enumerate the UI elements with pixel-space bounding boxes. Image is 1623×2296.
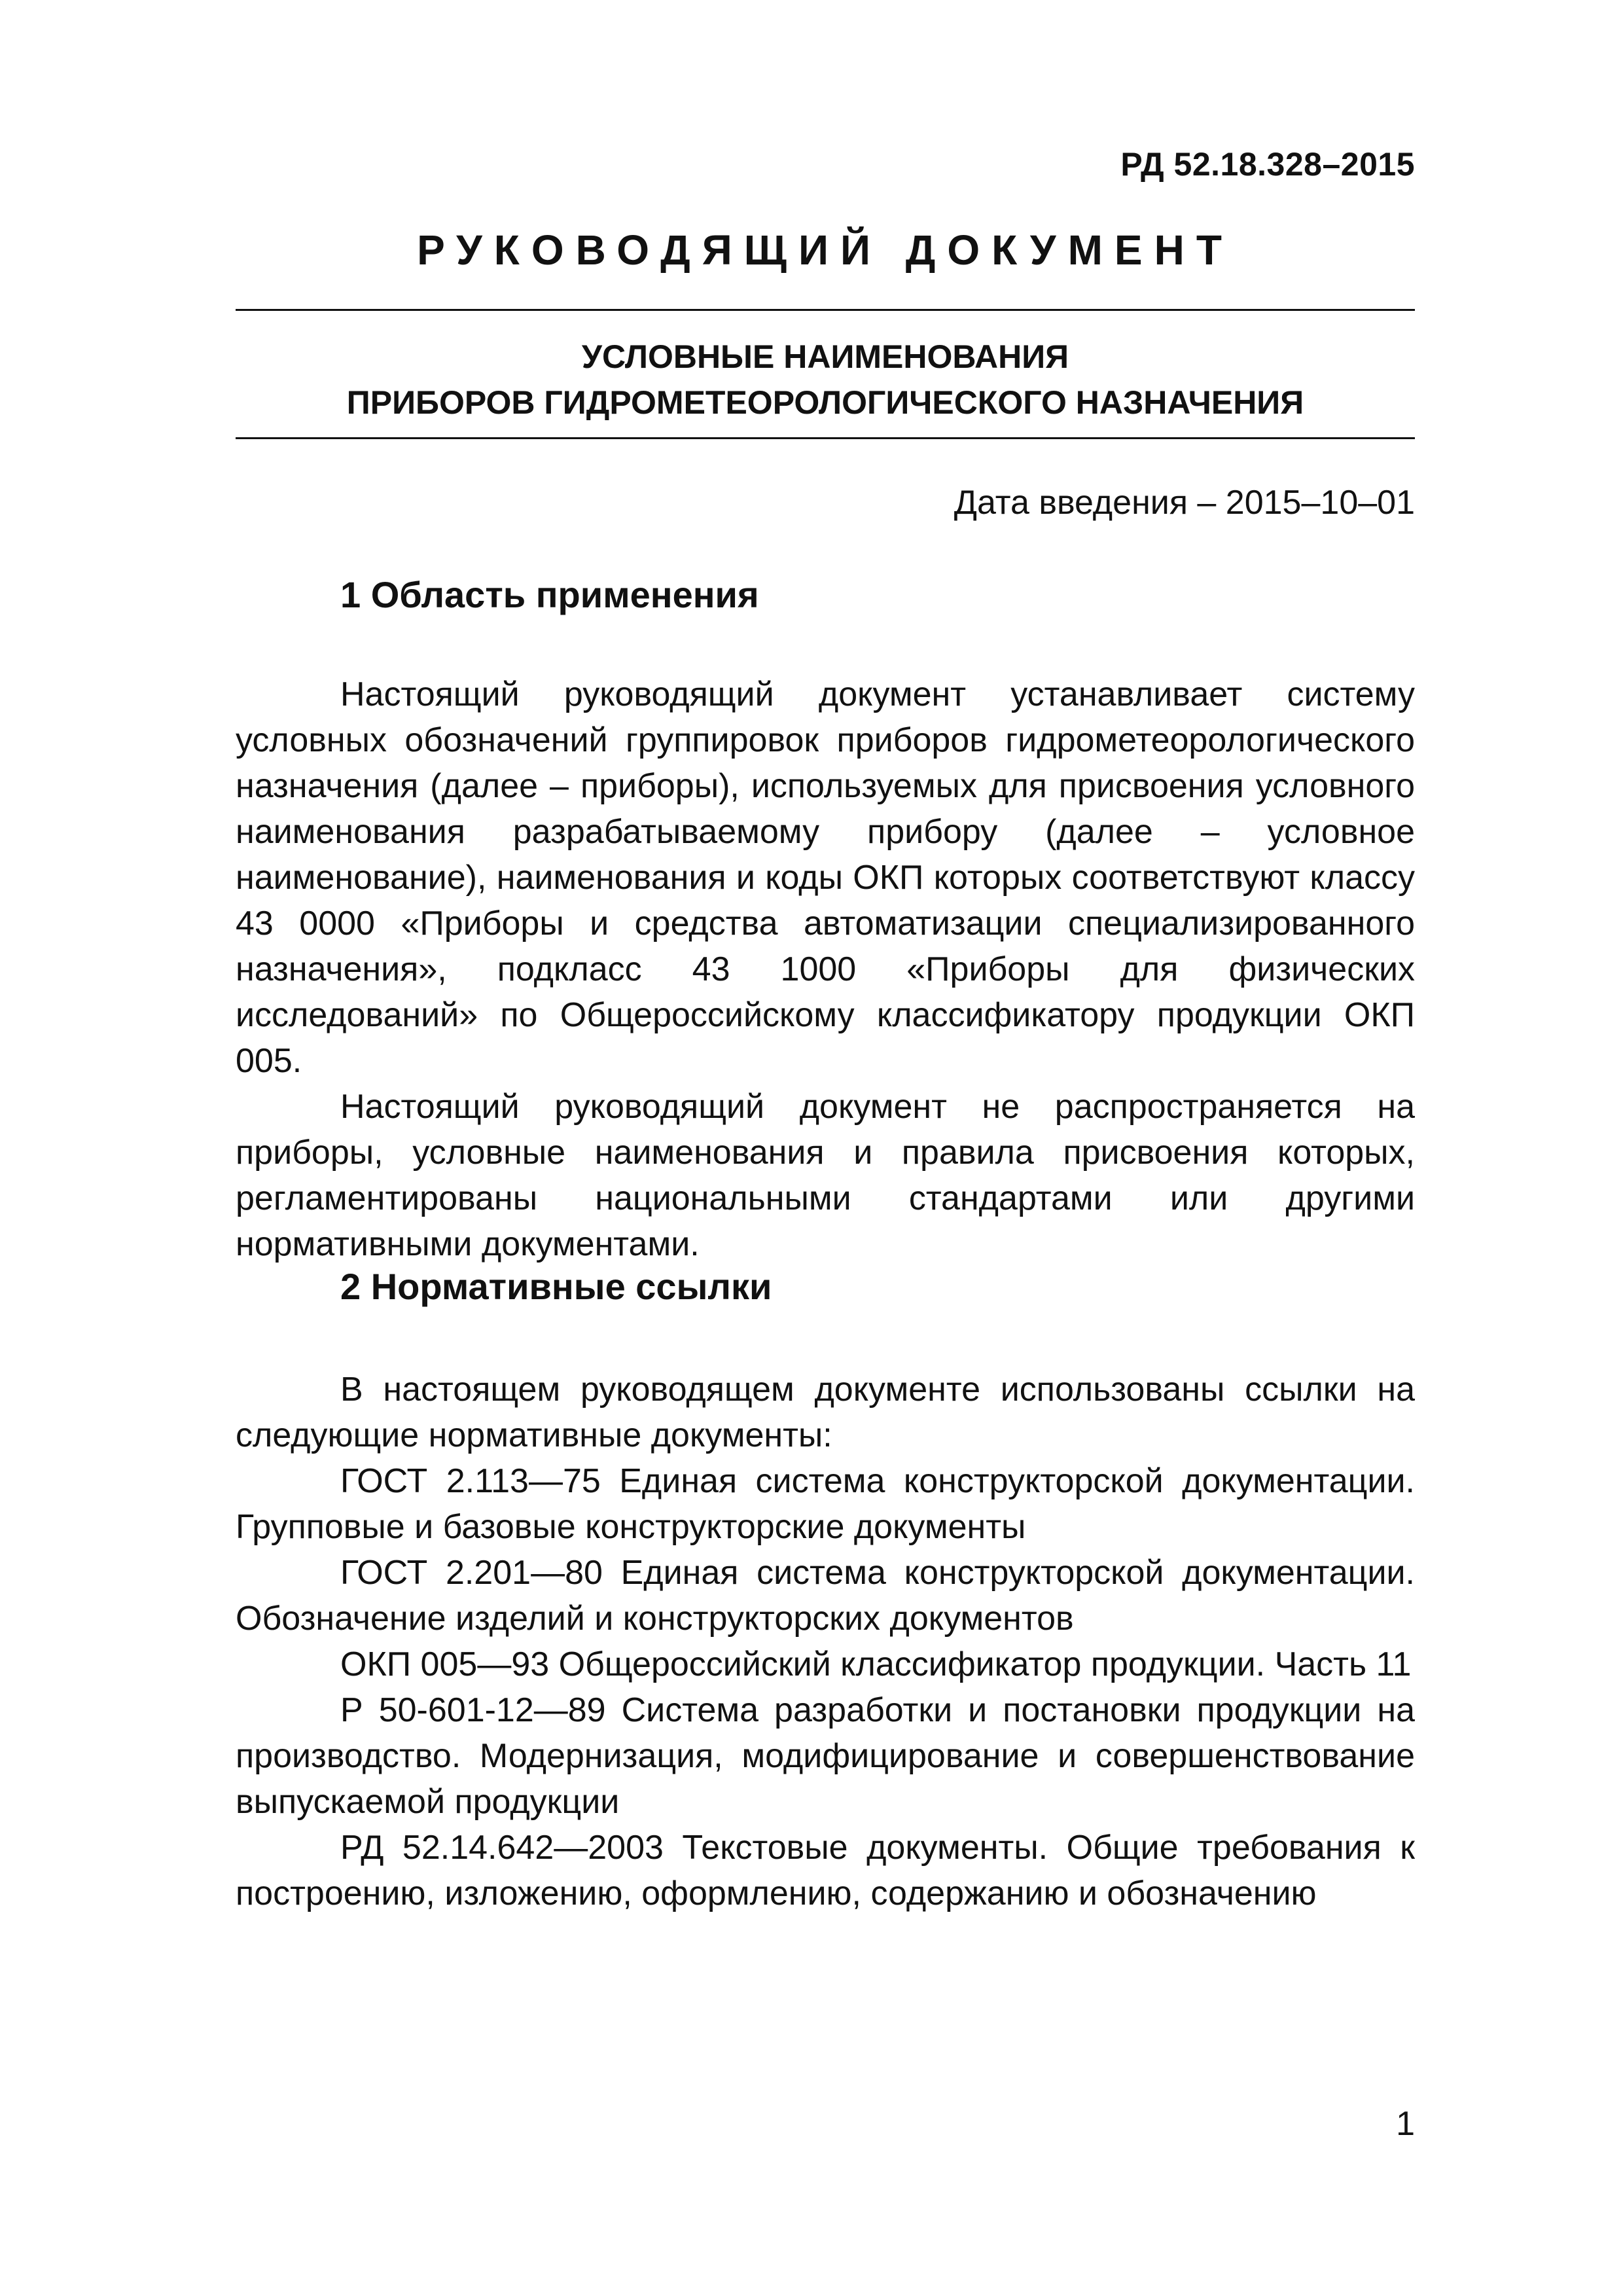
section-2-body <box>236 1367 1415 1916</box>
section-1-body <box>236 672 1415 1267</box>
title-bottom-rule <box>236 437 1415 439</box>
document-title-line-1: УСЛОВНЫЕ НАИМЕНОВАНИЯ <box>581 338 1069 375</box>
document-type-heading: РУКОВОДЯЩИЙ ДОКУМЕНТ <box>417 226 1234 274</box>
reference-item: ОКП 005—93 Общероссийский классификатор продукции. Часть 11 <box>340 1645 1412 1683</box>
reference-item: РД 52.14.642—2003 Текстовые документы. Общие требования к построению, изложению, оформлению, содержанию и обозначению <box>236 1829 1415 1912</box>
introduction-date: Дата введения – 2015–10–01 <box>954 484 1415 522</box>
document-title-line-2: ПРИБОРОВ ГИДРОМЕТЕОРОЛОГИЧЕСКОГО НАЗНАЧЕНИЯ <box>346 384 1304 421</box>
reference-item: Р 50-601-12—89 Система разработки и постановки продукции на производство. Модернизация, модифицирование и совершенствование выпускаемой продукции <box>236 1691 1415 1821</box>
section-2-paragraph: В настоящем руководящем документе использованы ссылки на следующие нормативные документы: <box>236 1371 1415 1454</box>
document-title <box>236 334 1415 425</box>
section-1-heading: 1 Область применения <box>340 574 759 615</box>
section-1-paragraph: Настоящий руководящий документ не распространяется на приборы, условные наименования и правила присвоения которых, регламентированы национальными стандартами или другими нормативными документами. <box>236 1088 1415 1263</box>
document-code: РД 52.18.328–2015 <box>1120 146 1415 183</box>
reference-item: ГОСТ 2.201—80 Единая система конструкторской документации. Обозначение изделий и конструкторских документов <box>236 1554 1415 1638</box>
reference-item: ГОСТ 2.113—75 Единая система конструкторской документации. Групповые и базовые конструкторские документы <box>236 1462 1415 1546</box>
title-top-rule <box>236 309 1415 311</box>
section-1-paragraph: Настоящий руководящий документ устанавливает систему условных обозначений группировок приборов гидрометеорологического назначения (далее – приборы), используемых для присвоения условного наименования разрабатываемому прибору (далее – условное наименование), наименования и коды ОКП которых соответствуют классу 43 0000 «Приборы и средства автоматизации специализированного назначения», подкласс 43 1000 «Приборы для физических исследований» по Общероссийскому классификатору продукции ОКП 005. <box>236 675 1415 1080</box>
section-2-heading: 2 Нормативные ссылки <box>340 1266 772 1307</box>
page-number: 1 <box>1396 2105 1415 2143</box>
